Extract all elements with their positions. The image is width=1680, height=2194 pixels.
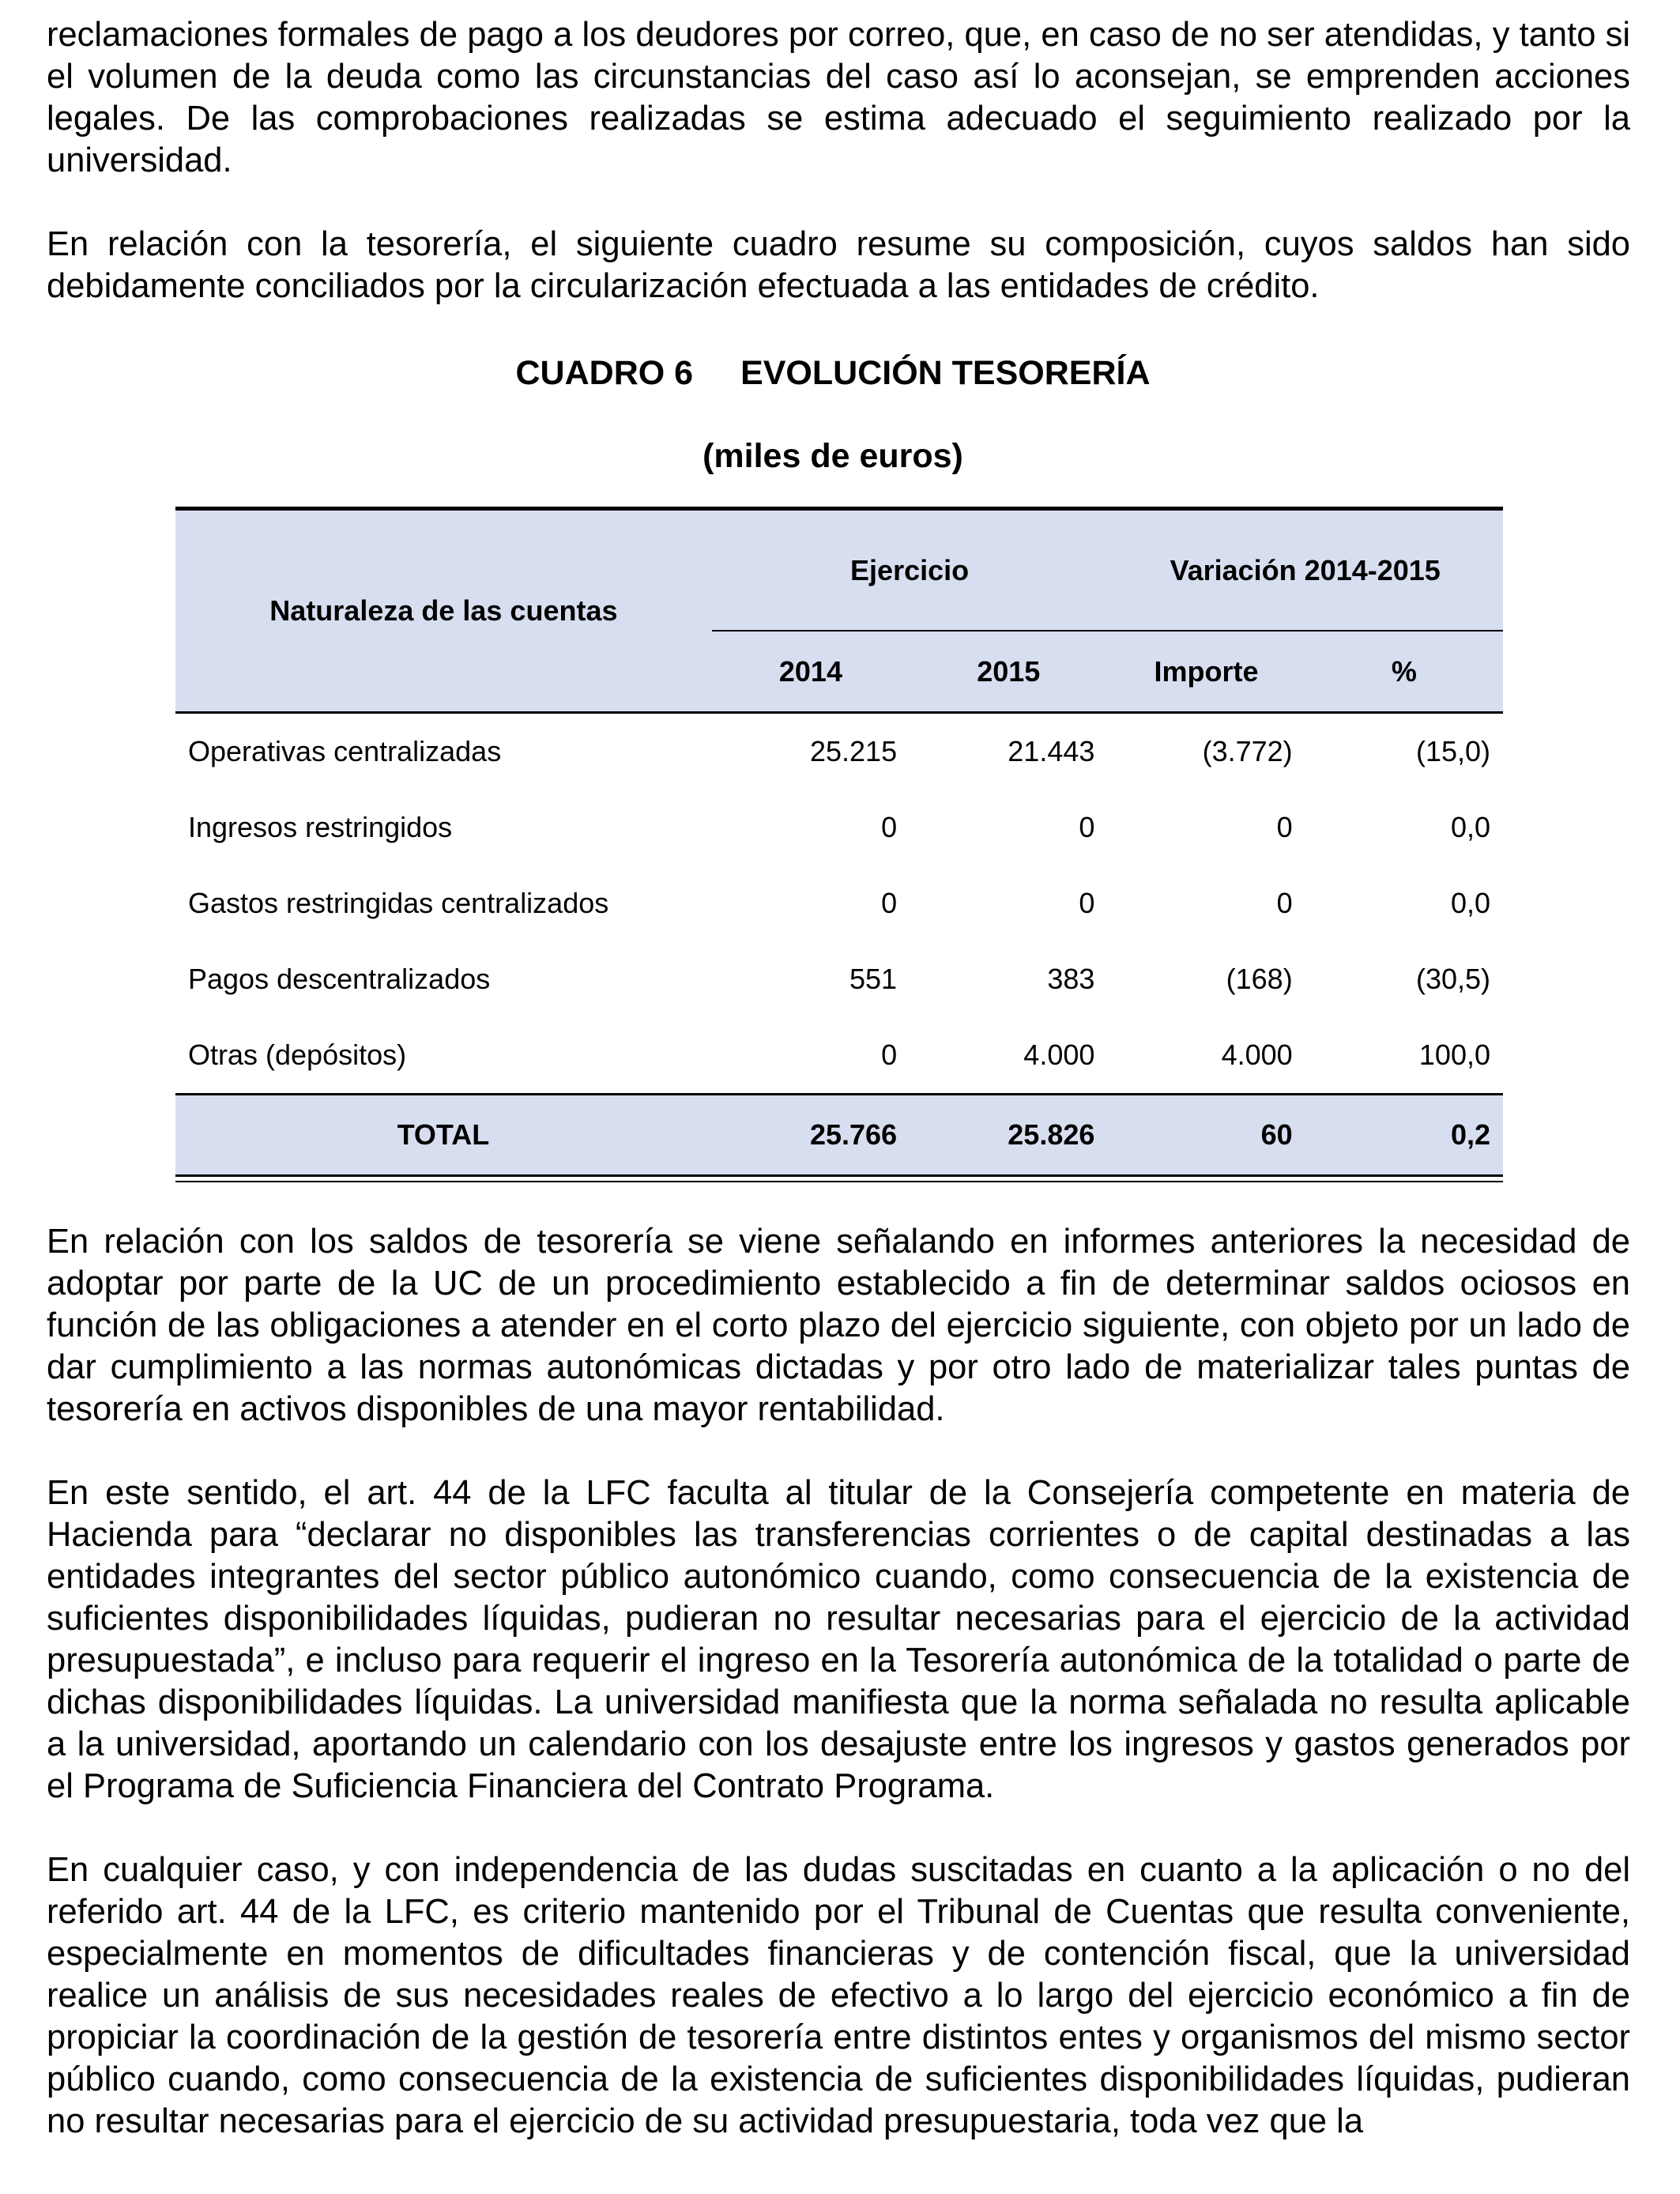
- table-row: [175, 1017, 1503, 1095]
- row-2015: 21.443: [1008, 735, 1095, 767]
- row-importe: 4.000: [1221, 1039, 1293, 1071]
- header-2014: 2014: [712, 631, 910, 713]
- row-label: Ingresos restringidos: [188, 811, 453, 843]
- treasury-table-wrapper: [175, 507, 1503, 1182]
- header-ejercicio: Ejercicio: [712, 510, 1108, 631]
- table-caption: [41, 352, 1625, 394]
- row-label: Pagos descentralizados: [188, 963, 491, 995]
- paragraph-3: En relación con los saldos de tesorería se viene señalando en informes anteriores la necesidad de adoptar por parte de la UC de un procedimiento establecido a fin de determinar saldos ociosos en función de las obligaciones a atender en el corto plazo del ejercicio siguiente, con objeto por un lado de dar cumplimiento a las normas autonómicas dictadas y por otro lado de materializar tales puntas de tesorería en activos disponibles de una mayor rentabilidad.: [47, 1223, 1630, 1428]
- paragraph-4: En este sentido, el art. 44 de la LFC faculta al titular de la Consejería competente en materia de Hacienda para “declarar no disponibles las transferencias corrientes o de capital destinadas a las entidades integrantes del sector público autonómico cuando, como consecuencia de la existencia de suficientes disponibilidades líquidas, pudieran no resultar necesarias para el ejercicio de la actividad presupuestada”, e incluso para requerir el ingreso en la Tesorería autonómica de la totalidad o parte de dichas disponibilidades líquidas. La universidad manifiesta que la norma señalada no resulta aplicable a la universidad, aportando un calendario con los desajuste entre los ingresos y gastos generados por el Programa de Suficiencia Financiera del Contrato Programa.: [47, 1474, 1630, 1805]
- row-importe: (3.772): [1202, 735, 1293, 767]
- header-2015: 2015: [910, 631, 1107, 713]
- paragraph-2: En relación con la tesorería, el siguiente cuadro resume su composición, cuyos saldos han sido debidamente conciliados por la circularización efectuada a las entidades de crédito.: [47, 225, 1630, 305]
- row-2014: 0: [881, 1039, 898, 1071]
- treasury-table: [175, 507, 1503, 1182]
- header-importe: Importe: [1107, 631, 1305, 713]
- table-total-row: [175, 1095, 1503, 1176]
- row-percent: (15,0): [1415, 735, 1490, 767]
- row-2015: 0: [1079, 811, 1095, 843]
- row-percent: (30,5): [1415, 963, 1490, 995]
- row-2015: 0: [1079, 887, 1095, 919]
- table-units: (miles de euros): [703, 437, 963, 475]
- table-title: EVOLUCIÓN TESORERÍA: [740, 354, 1151, 392]
- row-label: Operativas centralizadas: [188, 735, 502, 767]
- row-label: Otras (depósitos): [188, 1039, 407, 1071]
- row-2014: 0: [881, 887, 898, 919]
- table-row: [175, 790, 1503, 865]
- row-percent: 100,0: [1418, 1039, 1490, 1071]
- row-percent: 0,0: [1450, 887, 1490, 919]
- total-label: TOTAL: [175, 1095, 712, 1176]
- row-2014: 25.215: [809, 735, 898, 767]
- total-importe: 60: [1107, 1095, 1305, 1176]
- total-2015: 25.826: [910, 1095, 1107, 1176]
- table-row: [175, 713, 1503, 790]
- row-importe: (168): [1226, 963, 1293, 995]
- table-number: CUADRO 6: [515, 354, 694, 392]
- total-percent: 0,2: [1305, 1095, 1503, 1176]
- table-bottom-rule: [175, 1176, 1503, 1182]
- header-percent: %: [1305, 631, 1503, 713]
- total-2014: 25.766: [712, 1095, 910, 1176]
- document-page: [47, 14, 1630, 2143]
- row-label: Gastos restringidas centralizados: [188, 887, 609, 919]
- paragraph-5: En cualquier caso, y con independencia de las dudas suscitadas en cuanto a la aplicación o no del referido art. 44 de la LFC, es criterio mantenido por el Tribunal de Cuentas que resulta conveniente, especialmente en momentos de dificultades financieras y de contención fiscal, que la universidad realice un análisis de sus necesidades reales de efectivo a lo largo del ejercicio económico a fin de propiciar la coordinación de la gestión de tesorería entre distintos entes y organismos del mismo sector público cuando, como consecuencia de la existencia de suficientes disponibilidades líquidas, pudieran no resultar necesarias para el ejercicio de su actividad presupuestaria, toda vez que la: [47, 1851, 1630, 2140]
- row-importe: 0: [1276, 887, 1293, 919]
- header-naturaleza: Naturaleza de las cuentas: [175, 510, 712, 713]
- header-variacion: Variación 2014-2015: [1107, 510, 1503, 631]
- row-2014: 0: [881, 811, 898, 843]
- table-row: [175, 941, 1503, 1017]
- row-2014: 551: [849, 963, 898, 995]
- row-importe: 0: [1276, 811, 1293, 843]
- row-percent: 0,0: [1450, 811, 1490, 843]
- row-2015: 4.000: [1023, 1039, 1095, 1071]
- paragraph-1: reclamaciones formales de pago a los deudores por correo, que, en caso de no ser atendidas, y tanto si el volumen de la deuda como las circunstancias del caso así lo aconsejan, se emprenden acciones legales. De las comprobaciones realizadas se estima adecuado el seguimiento realizado por la universidad.: [47, 16, 1630, 179]
- table-row: [175, 865, 1503, 941]
- table-header-row-1: [175, 510, 1503, 631]
- row-2015: 383: [1047, 963, 1095, 995]
